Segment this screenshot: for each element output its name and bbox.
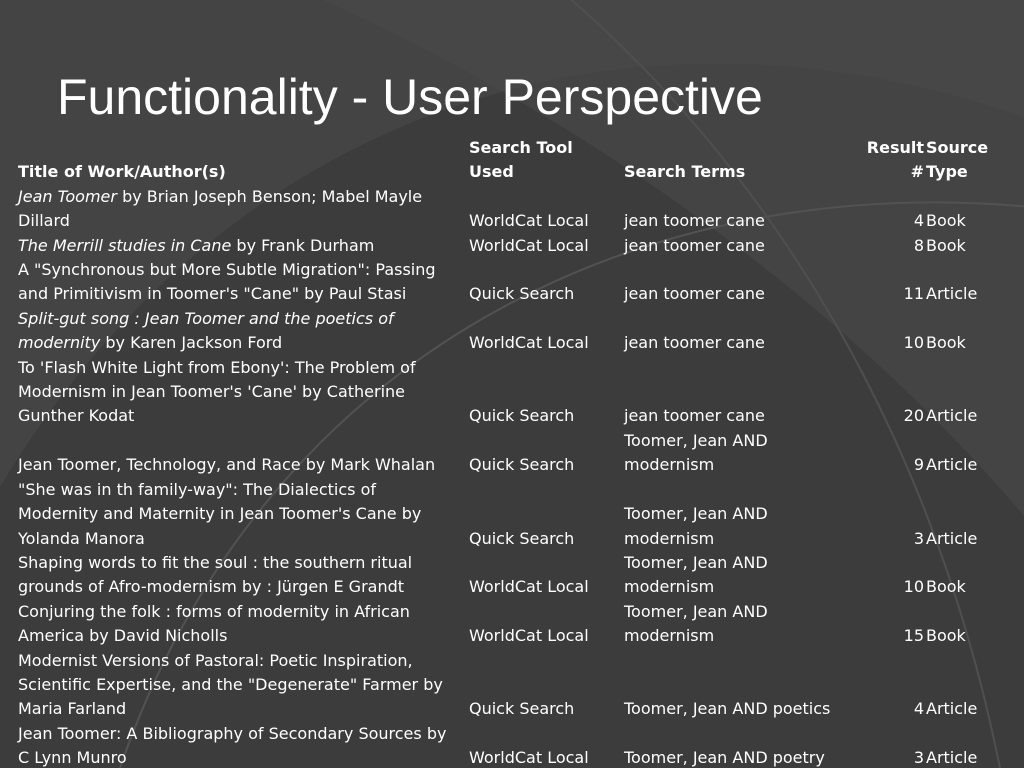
cell-search-tool: Quick Search: [469, 406, 575, 426]
cell-search-tool: Quick Search: [469, 699, 575, 719]
table-row: [14, 307, 1014, 356]
cell-title-author: [14, 234, 465, 258]
cell-title-author: [14, 722, 465, 768]
table-row: [14, 356, 1014, 429]
slide-title: Functionality - User Perspective: [57, 69, 763, 125]
cell-result-number: 11: [903, 284, 924, 304]
cell-search-tool: WorldCat Local: [469, 211, 589, 231]
cell-search-tool: WorldCat Local: [469, 235, 589, 255]
table-row: [14, 185, 1014, 234]
work-title-italic: Split-gut song : Jean Toomer and the poetics of modernity: [18, 308, 394, 353]
cell-search-terms: jean toomer cane: [624, 211, 765, 231]
cell-title-author: [14, 258, 465, 307]
cell-search-terms: Toomer, Jean AND modernism: [624, 552, 768, 597]
cell-title-author: [14, 429, 465, 478]
header-title-author: Title of Work/Author(s): [18, 162, 226, 182]
cell-result-number: 3: [913, 748, 924, 768]
cell-result-number: 9: [913, 455, 924, 475]
cell-result-number: 8: [913, 235, 924, 255]
work-title-text: To 'Flash White Light from Ebony': The Problem of Modernism in Jean Toomer's 'Cane' by Catherine Gunther Kodat: [18, 357, 416, 426]
cell-result-number: 10: [903, 333, 924, 353]
cell-title-author: [14, 185, 465, 234]
cell-source-type: Article: [926, 406, 978, 426]
cell-search-terms: jean toomer cane: [624, 235, 765, 255]
cell-search-tool: WorldCat Local: [469, 626, 589, 646]
cell-source-type: Article: [926, 528, 978, 548]
cell-title-author: [14, 600, 465, 649]
cell-search-tool: WorldCat Local: [469, 748, 589, 768]
cell-title-author: [14, 478, 465, 551]
work-title-text: by Karen Jackson Ford: [100, 333, 283, 353]
cell-result-number: 3: [913, 528, 924, 548]
header-search-terms: Search Terms: [624, 162, 746, 182]
cell-search-terms: jean toomer cane: [624, 333, 765, 353]
work-title-text: by Frank Durham: [231, 235, 375, 255]
cell-search-tool: Quick Search: [469, 284, 575, 304]
cell-result-number: 10: [903, 577, 924, 597]
work-title-text: Jean Toomer, Technology, and Race by Mark Whalan: [18, 455, 436, 475]
work-title-text: Jean Toomer: A Bibliography of Secondary Sources by C Lynn Munro: [18, 723, 447, 768]
table-row: [14, 649, 1014, 722]
cell-source-type: Book: [926, 577, 966, 597]
table-row: [14, 478, 1014, 551]
table-row: [14, 600, 1014, 649]
work-title-text: A "Synchronous but More Subtle Migration": Passing and Primitivism in Toomer's "Cane" by Paul Stasi: [18, 260, 436, 304]
work-title-text: Shaping words to fit the soul : the southern ritual grounds of Afro-modernism by : Jürgen E Grandt: [18, 552, 413, 597]
cell-search-terms: Toomer, Jean AND poetics: [624, 699, 831, 719]
cell-result-number: 4: [913, 211, 924, 231]
header-result-number: Result #: [866, 138, 924, 182]
cell-source-type: Book: [926, 333, 966, 353]
cell-search-terms: Toomer, Jean AND poetry: [624, 748, 825, 768]
cell-search-terms: Toomer, Jean AND modernism: [624, 601, 768, 646]
cell-source-type: Article: [926, 699, 978, 719]
work-title-text: Conjuring the folk : forms of modernity in African America by David Nicholls: [18, 601, 410, 646]
cell-source-type: Book: [926, 211, 966, 231]
cell-title-author: [14, 649, 465, 722]
results-table: [14, 136, 1014, 768]
work-title-italic: Jean Toomer: [18, 186, 117, 206]
table-row: [14, 551, 1014, 600]
work-title-text: "She was in th family-way": The Dialectics of Modernity and Maternity in Jean Toomer's Cane by Yolanda Manora: [18, 479, 422, 548]
cell-search-tool: Quick Search: [469, 528, 575, 548]
cell-source-type: Article: [926, 284, 978, 304]
cell-title-author: [14, 307, 465, 356]
cell-title-author: [14, 356, 465, 429]
work-title-italic: The Merrill studies in Cane: [18, 235, 232, 255]
cell-title-author: [14, 551, 465, 600]
cell-result-number: 20: [903, 406, 924, 426]
cell-source-type: Article: [926, 748, 978, 768]
cell-result-number: 15: [903, 626, 924, 646]
cell-result-number: 4: [913, 699, 924, 719]
cell-source-type: Article: [926, 455, 978, 475]
table-body: [14, 185, 1014, 768]
work-title-text: Modernist Versions of Pastoral: Poetic Inspiration, Scientific Expertise, and the "Degenerate" Farmer by Maria Farland: [18, 650, 443, 719]
table-row: [14, 722, 1014, 768]
header-source-type: Source Type: [926, 138, 989, 182]
cell-search-tool: WorldCat Local: [469, 577, 589, 597]
cell-search-tool: WorldCat Local: [469, 333, 589, 353]
cell-search-terms: jean toomer cane: [624, 406, 765, 426]
table-row: [14, 258, 1014, 307]
cell-search-terms: Toomer, Jean AND modernism: [624, 430, 768, 475]
table-row: [14, 234, 1014, 258]
cell-search-terms: Toomer, Jean AND modernism: [624, 504, 768, 548]
cell-search-tool: Quick Search: [469, 455, 575, 475]
cell-source-type: Book: [926, 626, 966, 646]
cell-source-type: Book: [926, 235, 966, 255]
work-title-text: by Brian Joseph Benson; Mabel Mayle Dillard: [18, 186, 423, 231]
table-header-row: [14, 136, 1014, 185]
table-row: [14, 429, 1014, 478]
cell-search-terms: jean toomer cane: [624, 284, 765, 304]
header-search-tool: Search Tool Used: [469, 138, 573, 182]
